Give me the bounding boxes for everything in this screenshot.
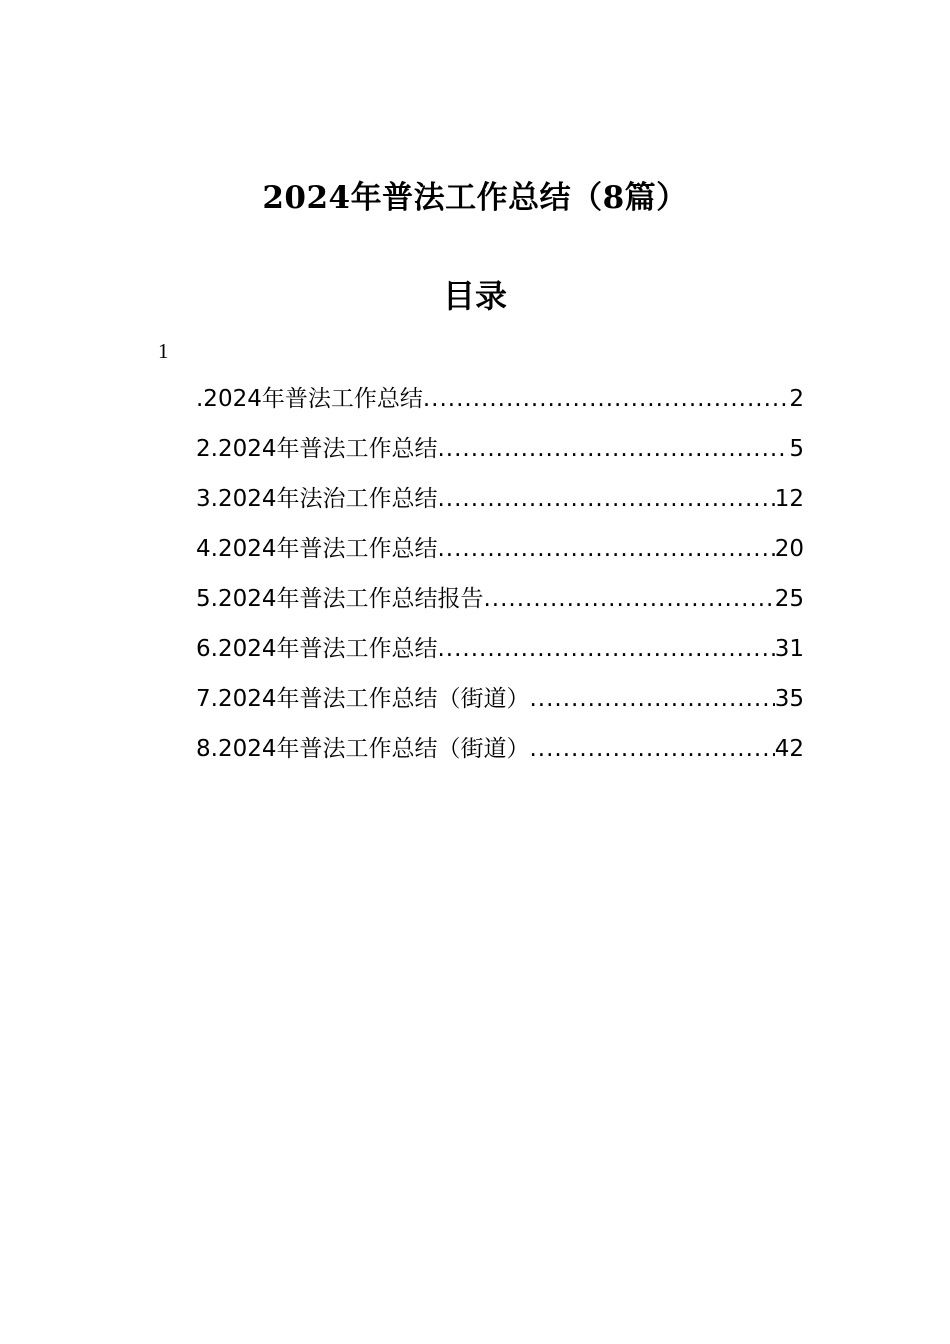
toc-entry-page-number: 25 — [774, 586, 804, 612]
toc-entry-5[interactable] — [196, 580, 804, 630]
toc-entry-page-number: 42 — [774, 736, 804, 762]
toc-entry-7[interactable] — [196, 680, 804, 730]
table-of-contents — [196, 380, 804, 780]
toc-dot-leader — [437, 630, 774, 668]
toc-entry-page-number: 35 — [774, 686, 804, 712]
toc-entry-4[interactable] — [196, 530, 804, 580]
toc-entry-page-number: 20 — [774, 536, 804, 562]
toc-entry-label: 8.2024年普法工作总结（街道） — [196, 736, 530, 762]
toc-dot-leader — [437, 480, 774, 518]
list-number: 1 — [158, 339, 169, 363]
toc-entry-6[interactable] — [196, 630, 804, 680]
toc-entry-3[interactable] — [196, 480, 804, 530]
toc-entry-page-number: 31 — [774, 636, 804, 662]
toc-entry-label: 3.2024年法治工作总结 — [196, 486, 438, 512]
toc-dot-leader — [437, 430, 789, 468]
toc-dot-leader — [437, 530, 774, 568]
toc-entry-label: 7.2024年普法工作总结（街道） — [196, 686, 530, 712]
toc-entry-page-number: 5 — [789, 436, 804, 462]
toc-entry-page-number: 2 — [789, 386, 804, 412]
toc-entry-label: 2.2024年普法工作总结 — [196, 436, 438, 462]
toc-dot-leader — [423, 380, 790, 418]
toc-entry-label: .2024年普法工作总结 — [196, 386, 423, 412]
toc-entry-label: 4.2024年普法工作总结 — [196, 536, 438, 562]
toc-dot-leader — [483, 580, 774, 618]
toc-entry-1[interactable] — [196, 380, 804, 430]
toc-entry-8[interactable] — [196, 730, 804, 780]
toc-entry-label: 6.2024年普法工作总结 — [196, 636, 438, 662]
toc-entry-2[interactable] — [196, 430, 804, 480]
toc-heading: 目录 — [442, 277, 507, 315]
document-title: 2024年普法工作总结（8篇） — [262, 180, 688, 216]
toc-entry-label: 5.2024年普法工作总结报告 — [196, 586, 484, 612]
toc-entry-page-number: 12 — [774, 486, 804, 512]
toc-dot-leader — [529, 730, 774, 768]
toc-dot-leader — [529, 680, 774, 718]
